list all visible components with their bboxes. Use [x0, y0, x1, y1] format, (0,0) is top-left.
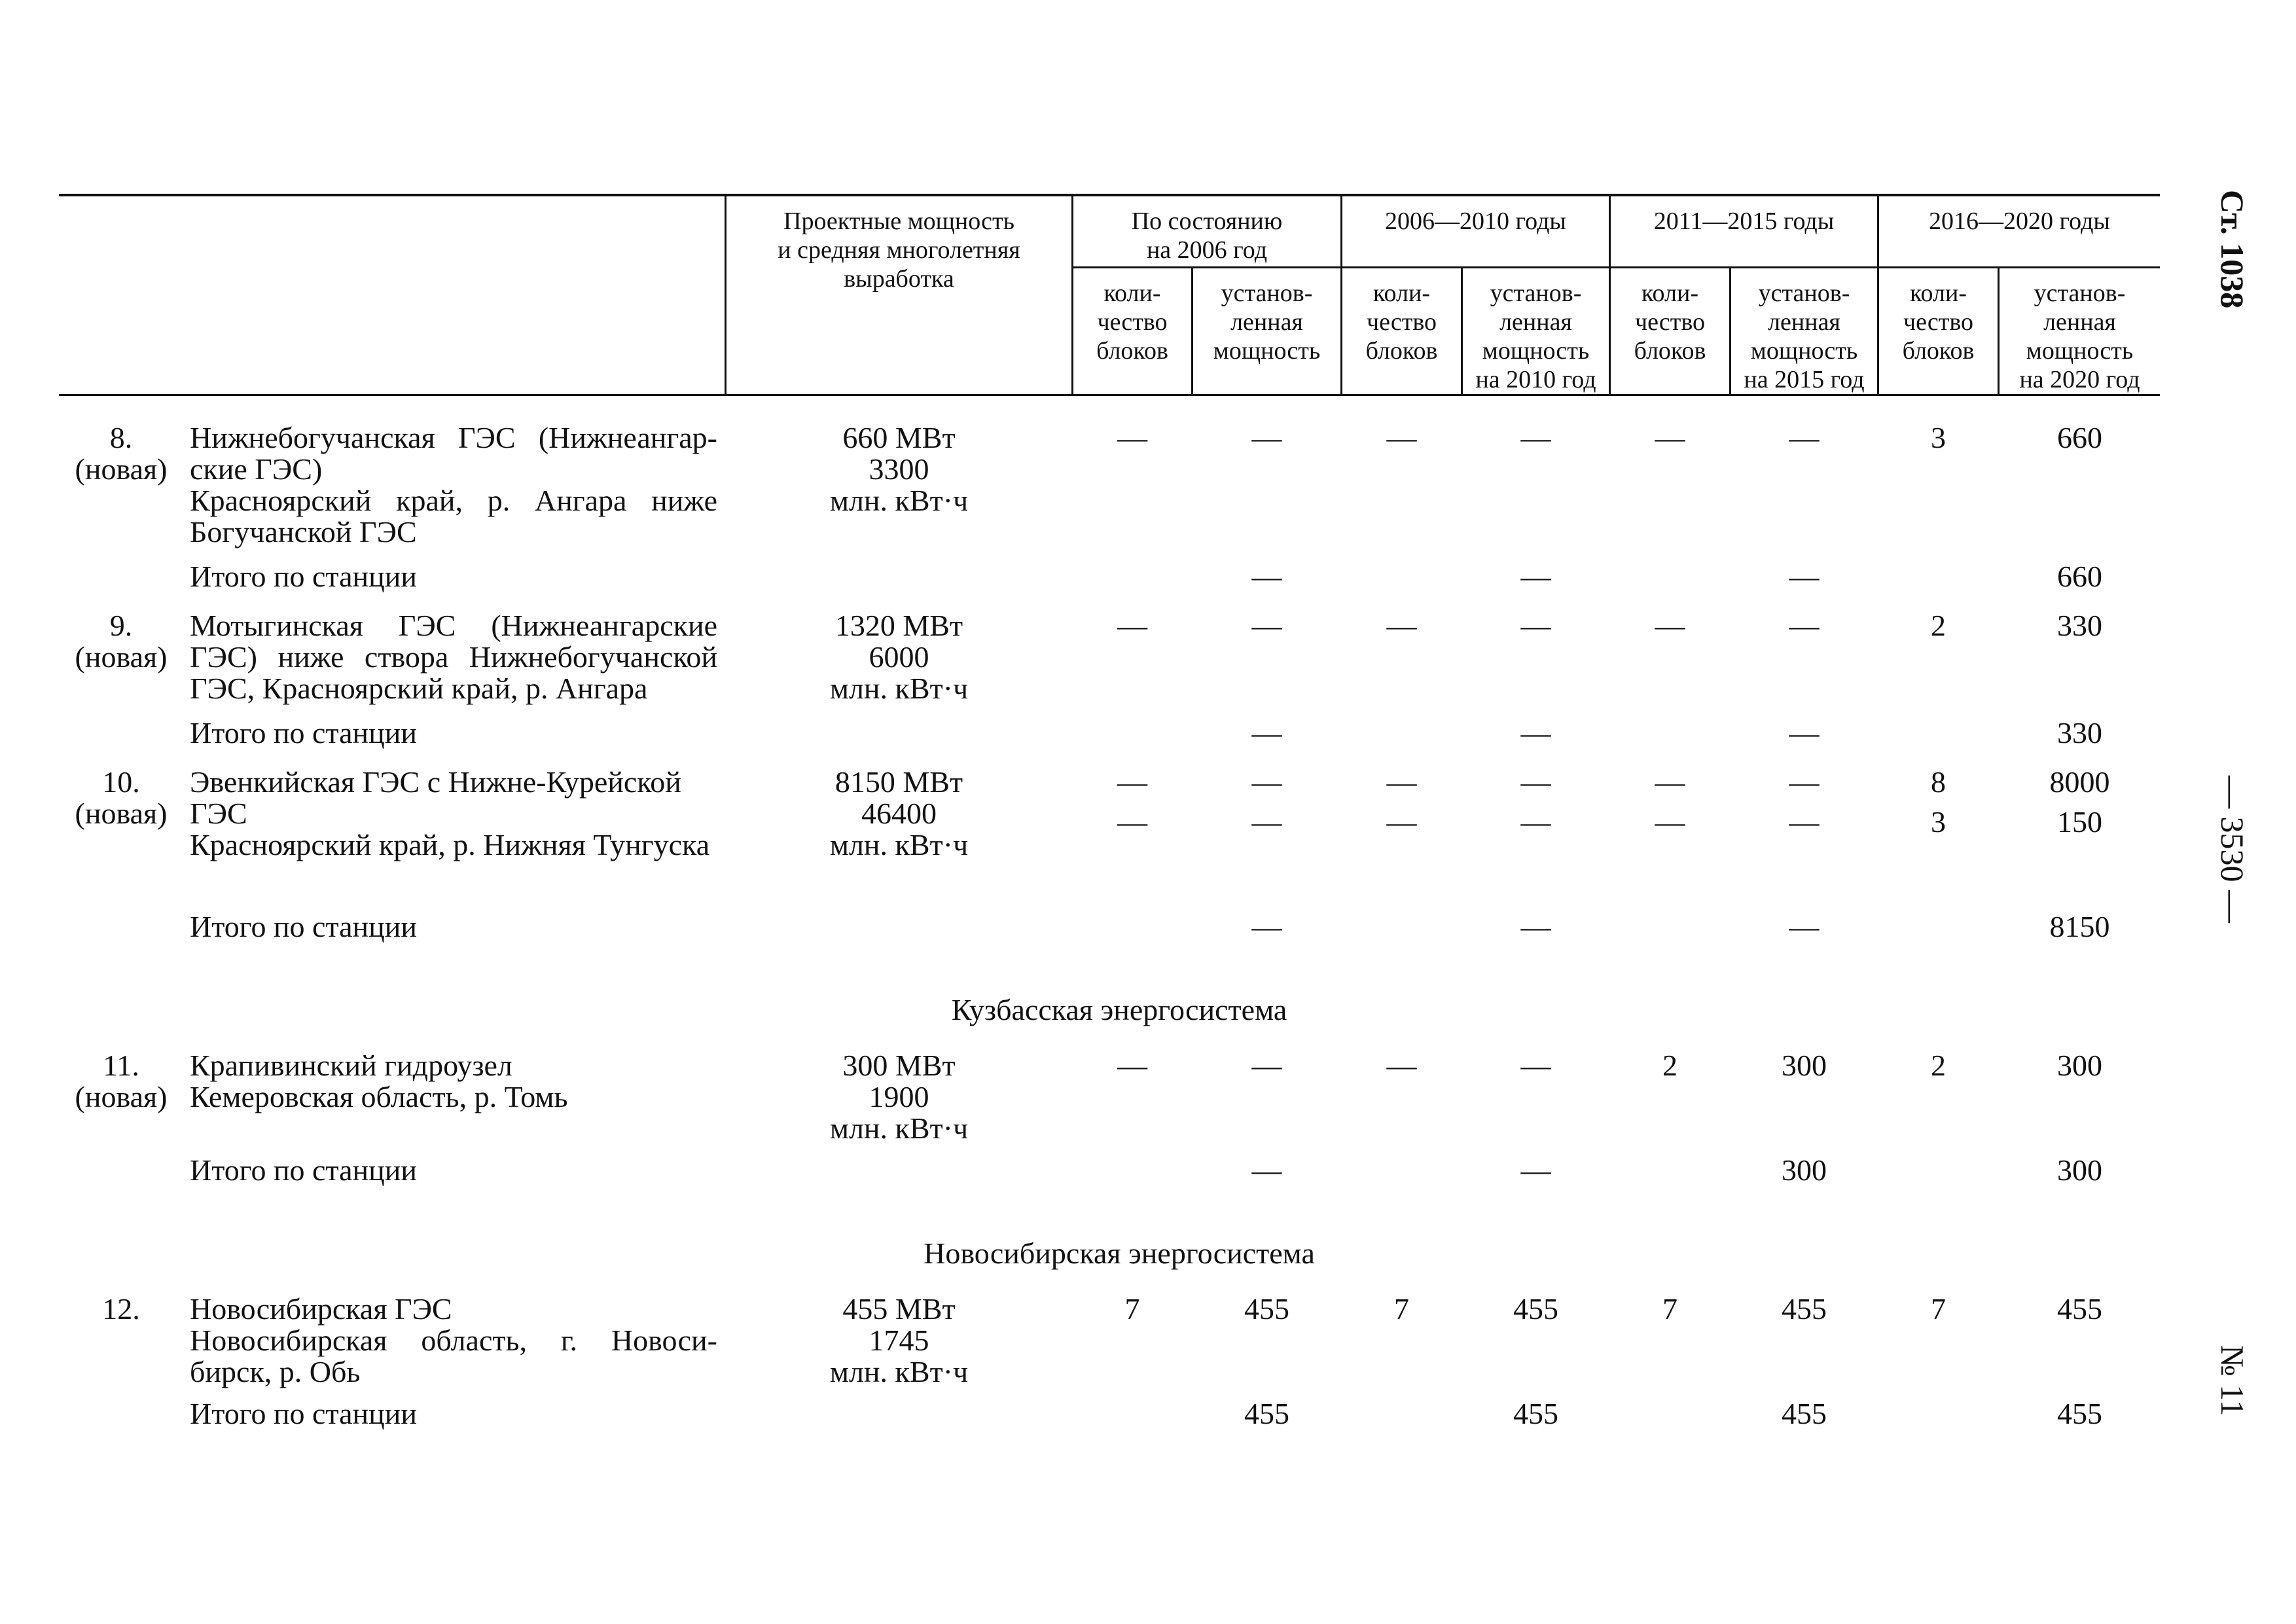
subheader-power-2015	[1731, 279, 1877, 394]
header-sub-rule	[1073, 266, 2160, 268]
cell: —	[1251, 805, 1282, 839]
header-line: ленная	[2043, 308, 2116, 336]
cell: —	[1251, 609, 1282, 642]
row-number	[65, 767, 177, 829]
total-cell: —	[1789, 716, 1820, 749]
total-cell: 330	[2057, 716, 2102, 749]
station-total-label: Итого по станции	[190, 910, 418, 943]
total-cell: —	[1520, 716, 1551, 749]
cell: 455	[1782, 1292, 1827, 1326]
cell: 7	[1394, 1292, 1409, 1326]
subheader-units-2020	[1879, 279, 1998, 365]
station-name	[190, 1293, 717, 1388]
name-line: Эвенкийская ГЭС с Нижне-Курейской	[190, 765, 681, 799]
header-line: мощность	[1482, 337, 1590, 365]
subheader-power-2006	[1193, 279, 1340, 365]
subheader-units-2010	[1342, 279, 1461, 365]
header-line: мощность	[1750, 337, 1858, 365]
design-line: 6000	[869, 640, 929, 674]
header-line: чество	[1097, 308, 1168, 336]
cell: —	[1655, 421, 1685, 454]
header-line: установ-	[2034, 280, 2126, 307]
row-tag: (новая)	[75, 452, 168, 486]
row-number	[65, 422, 177, 485]
total-cell: —	[1251, 1153, 1282, 1187]
design-line: 1320 МВт	[834, 609, 963, 642]
station-name	[190, 422, 717, 548]
cell: 300	[2057, 1049, 2102, 1082]
cell: 7	[1662, 1292, 1677, 1326]
cell: —	[1117, 609, 1147, 642]
station-name	[190, 610, 717, 704]
header-line: чество	[1366, 308, 1437, 336]
name-line: Мотыгинская ГЭС (Нижнеангарские	[190, 609, 717, 642]
header-line: на 2010 год	[1475, 366, 1596, 393]
name-line: Крапивинский гидроузел	[190, 1049, 512, 1082]
cell: 8	[1931, 765, 1946, 799]
cell: —	[1386, 421, 1417, 454]
total-cell: —	[1789, 910, 1820, 943]
name-line: Богучанской ГЭС	[190, 515, 417, 549]
header-line: установ-	[1490, 280, 1582, 307]
header-line: чество	[1634, 308, 1706, 336]
header-line: ленная	[1230, 308, 1303, 336]
design-capacity	[726, 1050, 1071, 1144]
cell: —	[1117, 765, 1147, 799]
station-total-label: Итого по станции	[190, 560, 418, 593]
table-header-bottom-rule	[59, 394, 2160, 396]
name-line: ские ГЭС)	[190, 452, 323, 486]
total-cell: —	[1520, 560, 1551, 593]
header-2016-2020: 2016—2020 годы	[1929, 208, 2110, 235]
section-title-kuzbass: Кузбасская энергосистема	[951, 993, 1287, 1026]
header-line: блоков	[1096, 337, 1168, 365]
design-line: 1745	[869, 1324, 929, 1357]
cell: —	[1520, 805, 1551, 839]
name-line: Красноярский край, р. Нижняя Тунгуска	[190, 828, 710, 861]
header-line: установ-	[1221, 280, 1313, 307]
page-number: — 3530 —	[2214, 776, 2251, 923]
cell: —	[1789, 421, 1820, 454]
name-line: Красноярский край, р. Ангара ниже	[190, 484, 717, 517]
cell: —	[1789, 609, 1820, 642]
name-line: Нижнебогучанская ГЭС (Нижнеангар-	[190, 421, 717, 454]
cell: 455	[1244, 1292, 1289, 1326]
section-title-novosibirsk: Новосибирская энергосистема	[924, 1236, 1315, 1270]
cell: 300	[1782, 1049, 1827, 1082]
header-line: мощность	[1213, 337, 1321, 365]
header-line: блоков	[1902, 337, 1975, 365]
cell: 2	[1662, 1049, 1677, 1082]
cell: —	[1789, 765, 1820, 799]
issue-number: № 11	[2214, 1345, 2251, 1416]
design-line: млн. кВт·ч	[829, 484, 969, 517]
total-cell: —	[1520, 910, 1551, 943]
subheader-power-2010	[1463, 279, 1609, 394]
design-line: 300 МВт	[842, 1049, 956, 1082]
row-num: 11.	[103, 1049, 139, 1082]
header-line: на 2020 год	[2019, 366, 2140, 393]
header-line: на 2006 год	[1146, 236, 1268, 264]
cell: —	[1117, 805, 1147, 839]
cell: 2	[1931, 609, 1946, 642]
total-cell: 455	[1513, 1397, 1558, 1430]
cell: —	[1251, 421, 1282, 454]
cell: —	[1386, 805, 1417, 839]
design-line: 3300	[869, 452, 929, 486]
header-line: ленная	[1768, 308, 1840, 336]
cell: —	[1251, 765, 1282, 799]
header-line: коли-	[1373, 280, 1430, 307]
name-line: бирск, р. Обь	[190, 1355, 361, 1388]
header-line: коли-	[1103, 280, 1161, 307]
design-line: 46400	[861, 797, 937, 830]
cell: —	[1251, 1049, 1282, 1082]
cell: 150	[2057, 805, 2102, 839]
total-cell: —	[1251, 716, 1282, 749]
design-line: 455 МВт	[842, 1292, 956, 1326]
header-line: и средняя многолетняя	[778, 236, 1020, 264]
cell: —	[1520, 609, 1551, 642]
header-2006	[1073, 207, 1340, 264]
cell: —	[1386, 765, 1417, 799]
name-line: ГЭС) ниже створа Нижнебогучанской	[190, 640, 717, 674]
row-num: 8.	[109, 421, 133, 454]
header-line: блоков	[1365, 337, 1438, 365]
design-capacity	[726, 610, 1071, 704]
header-line: По состоянию	[1131, 208, 1283, 235]
cell: —	[1655, 765, 1685, 799]
total-cell: 660	[2057, 560, 2102, 593]
design-line: 660 МВт	[842, 421, 956, 454]
cell: 455	[1513, 1292, 1558, 1326]
cell: —	[1520, 1049, 1551, 1082]
cell: 8000	[2049, 765, 2110, 799]
design-capacity	[726, 422, 1071, 516]
subheader-units-2015	[1611, 279, 1729, 365]
cell: —	[1520, 765, 1551, 799]
cell: —	[1655, 805, 1685, 839]
station-total-label: Итого по станции	[190, 1153, 418, 1187]
total-cell: —	[1251, 910, 1282, 943]
row-num: 12.	[102, 1292, 140, 1326]
cell: 3	[1931, 805, 1946, 839]
cell: 7	[1124, 1292, 1140, 1326]
design-line: 1900	[869, 1080, 929, 1113]
total-cell: —	[1789, 560, 1820, 593]
design-capacity	[726, 1293, 1071, 1388]
design-line: млн. кВт·ч	[829, 1111, 969, 1145]
row-number	[65, 1050, 177, 1113]
header-line: мощность	[2026, 337, 2134, 365]
cell: —	[1386, 609, 1417, 642]
design-line: млн. кВт·ч	[829, 828, 969, 861]
row-number	[65, 610, 177, 673]
subheader-units-2006	[1073, 279, 1191, 365]
header-line: выработка	[844, 265, 954, 293]
cell: 7	[1931, 1292, 1946, 1326]
cell: 455	[2057, 1292, 2102, 1326]
total-cell: 455	[2057, 1397, 2102, 1430]
cell: 660	[2057, 421, 2102, 454]
subheader-power-2020	[2000, 279, 2160, 394]
name-line: ГЭС, Красноярский край, р. Ангара	[190, 672, 648, 705]
cell: 3	[1931, 421, 1946, 454]
cell: —	[1117, 1049, 1147, 1082]
name-line: Новосибирская область, г. Новоси-	[190, 1324, 717, 1357]
total-cell: —	[1520, 1153, 1551, 1187]
name-line: Кемеровская область, р. Томь	[190, 1080, 568, 1113]
cell: —	[1520, 421, 1551, 454]
cell: —	[1386, 1049, 1417, 1082]
design-line: 8150 МВт	[834, 765, 963, 799]
design-line: млн. кВт·ч	[829, 1355, 969, 1388]
total-cell: 300	[2057, 1153, 2102, 1187]
row-num: 10.	[102, 765, 140, 799]
header-design-capacity	[726, 207, 1071, 293]
header-line: коли-	[1641, 280, 1698, 307]
total-cell: 8150	[2049, 910, 2110, 943]
station-name	[190, 1050, 717, 1113]
header-line: чество	[1903, 308, 1974, 336]
row-tag: (новая)	[75, 1080, 168, 1113]
total-cell: 455	[1782, 1397, 1827, 1430]
header-line: коли-	[1910, 280, 1967, 307]
cell: 330	[2057, 609, 2102, 642]
name-line: ГЭС	[190, 797, 247, 830]
row-number	[65, 1293, 177, 1325]
row-tag: (новая)	[75, 640, 168, 674]
header-2011-2015: 2011—2015 годы	[1653, 208, 1835, 235]
header-line: блоков	[1634, 337, 1706, 365]
design-capacity	[726, 767, 1071, 861]
total-cell: 300	[1782, 1153, 1827, 1187]
total-cell: —	[1251, 560, 1282, 593]
header-line: Проектные мощность	[783, 208, 1014, 235]
header-line: на 2015 год	[1744, 366, 1865, 393]
row-tag: (новая)	[75, 797, 168, 830]
page-reference: Ст. 1038	[2214, 190, 2251, 309]
cell: —	[1655, 609, 1685, 642]
station-name	[190, 767, 717, 861]
table-top-rule	[59, 194, 2160, 196]
station-total-label: Итого по станции	[190, 1397, 418, 1430]
total-cell: 455	[1244, 1397, 1289, 1430]
cell: —	[1789, 805, 1820, 839]
header-line: ленная	[1499, 308, 1572, 336]
name-line: Новосибирская ГЭС	[190, 1292, 452, 1326]
row-num: 9.	[109, 609, 133, 642]
station-total-label: Итого по станции	[190, 716, 418, 749]
header-line: установ-	[1758, 280, 1850, 307]
design-line: млн. кВт·ч	[829, 672, 969, 705]
cell: —	[1117, 421, 1147, 454]
cell: 2	[1931, 1049, 1946, 1082]
header-2006-2010: 2006—2010 годы	[1385, 208, 1566, 235]
